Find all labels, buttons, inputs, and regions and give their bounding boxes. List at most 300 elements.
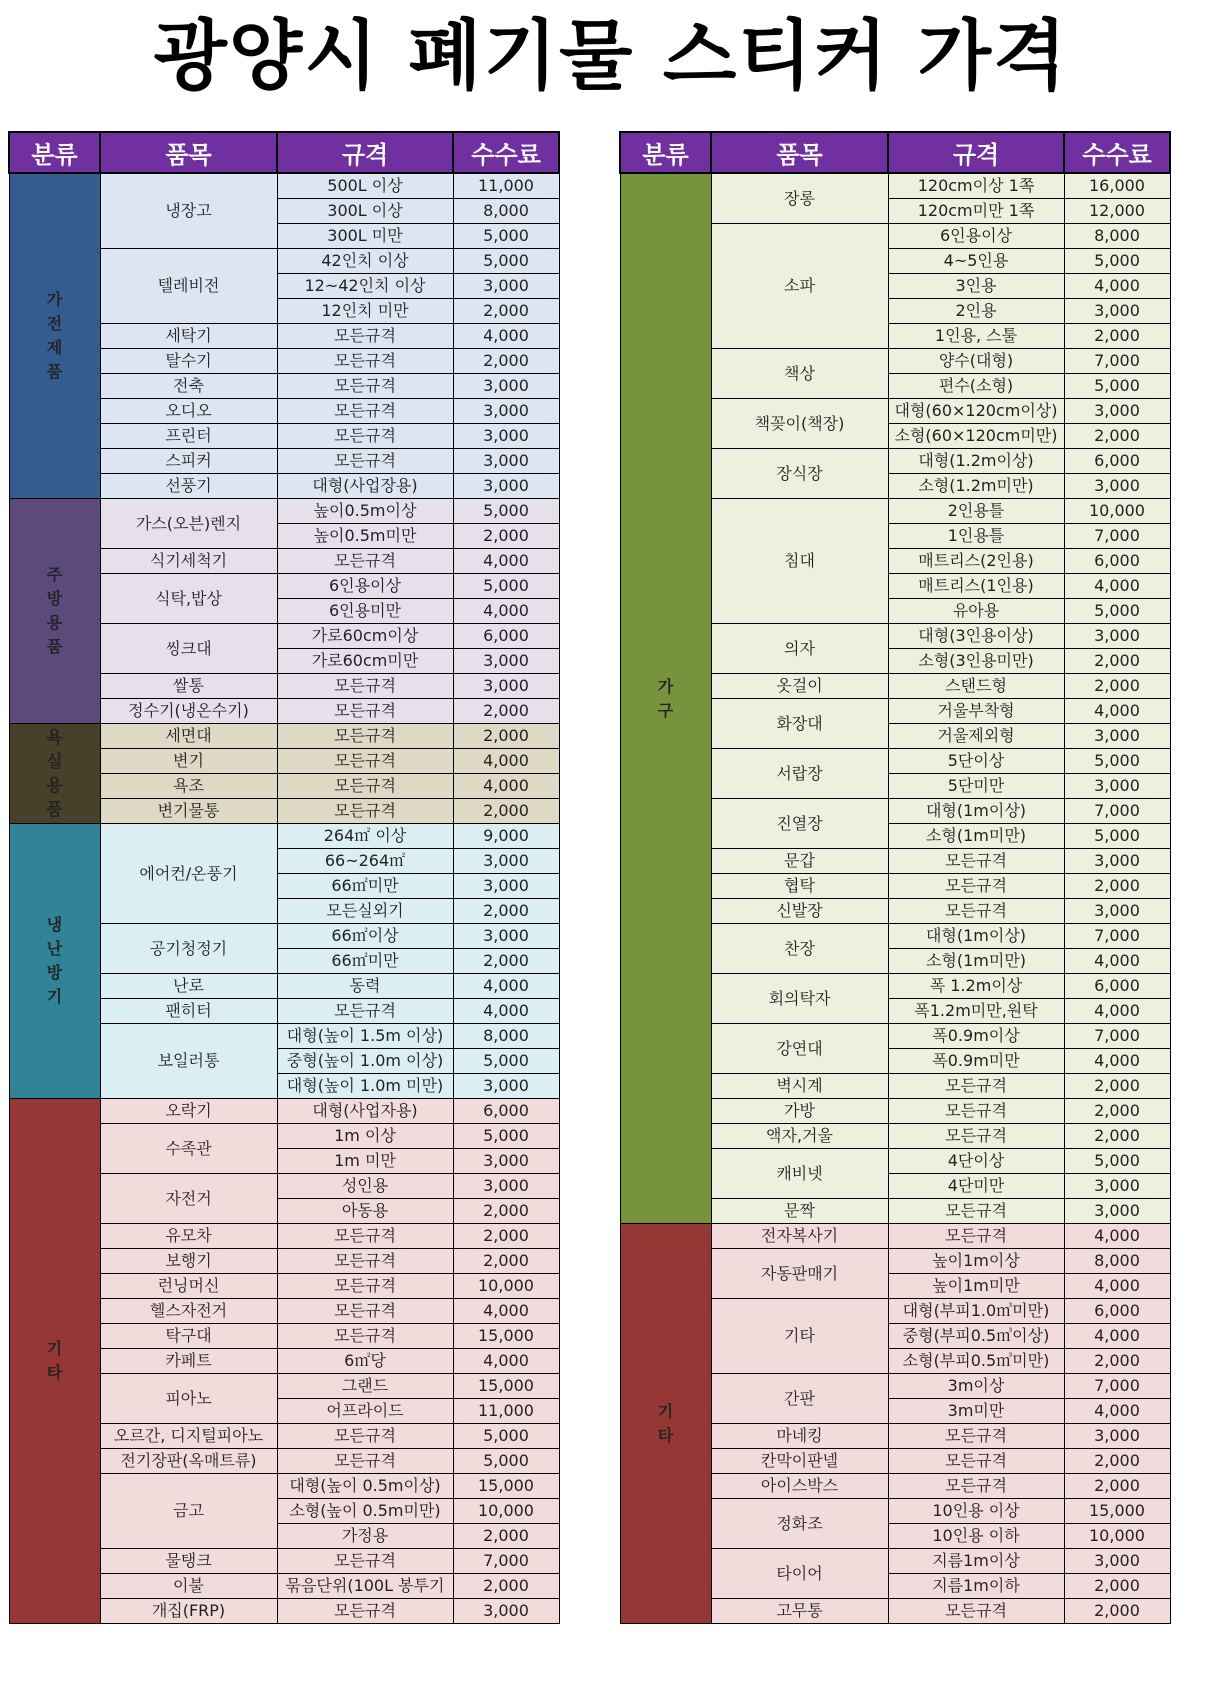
fee-cell: 3,000	[1064, 299, 1170, 324]
fee-cell: 3,000	[453, 1599, 559, 1624]
item-name: 강연대	[711, 1024, 888, 1074]
spec-cell: 모든규격	[277, 374, 453, 399]
spec-cell: 모든규격	[888, 1449, 1064, 1474]
fee-cell: 7,000	[1064, 349, 1170, 374]
spec-cell: 지름1m이상	[888, 1549, 1064, 1574]
spec-cell: 6인용이상	[277, 574, 453, 599]
item-name: 보행기	[100, 1249, 277, 1274]
spec-cell: 그랜드	[277, 1374, 453, 1399]
category-cell	[9, 1099, 100, 1624]
fee-cell: 2,000	[1064, 674, 1170, 699]
category-cell	[620, 173, 711, 1224]
fee-cell: 4,000	[1064, 1049, 1170, 1074]
header-row	[620, 132, 1170, 173]
item-name: 공기청정기	[100, 924, 277, 974]
item-name: 회의탁자	[711, 974, 888, 1024]
category-label: 기타	[46, 1339, 63, 1382]
fee-cell: 4,000	[1064, 949, 1170, 974]
fee-cell: 2,000	[453, 1199, 559, 1224]
spec-cell: 폭1.2m미만,원탁	[888, 999, 1064, 1024]
fee-cell: 3,000	[453, 1149, 559, 1174]
fee-cell: 5,000	[1064, 749, 1170, 774]
fee-cell: 3,000	[453, 374, 559, 399]
spec-cell: 거울제외형	[888, 724, 1064, 749]
fee-cell: 3,000	[453, 474, 559, 499]
fee-cell: 2,000	[453, 299, 559, 324]
fee-cell: 5,000	[453, 249, 559, 274]
fee-cell: 5,000	[1064, 1149, 1170, 1174]
item-name: 팬히터	[100, 999, 277, 1024]
spec-cell: 모든규격	[277, 699, 453, 724]
fee-cell: 5,000	[453, 574, 559, 599]
spec-cell: 모든규격	[277, 774, 453, 799]
spec-cell: 3m이상	[888, 1374, 1064, 1399]
item-name: 가방	[711, 1099, 888, 1124]
spec-cell: 모든규격	[277, 1549, 453, 1574]
fee-cell: 2,000	[1064, 1099, 1170, 1124]
spec-cell: 소형(3인용미만)	[888, 649, 1064, 674]
spec-cell: 유아용	[888, 599, 1064, 624]
fee-cell: 5,000	[1064, 374, 1170, 399]
spec-cell: 모든규격	[888, 1199, 1064, 1224]
spec-cell: 높이1m미만	[888, 1274, 1064, 1299]
spec-cell: 높이0.5m이상	[277, 499, 453, 524]
item-name: 카페트	[100, 1349, 277, 1374]
spec-cell: 모든규격	[277, 999, 453, 1024]
spec-cell: 모든규격	[277, 399, 453, 424]
fee-cell: 10,000	[453, 1499, 559, 1524]
spec-cell: 높이0.5m미만	[277, 524, 453, 549]
item-name: 문짝	[711, 1199, 888, 1224]
spec-cell: 모든규격	[277, 1449, 453, 1474]
spec-cell: 모든규격	[277, 324, 453, 349]
spec-cell: 모든규격	[888, 1599, 1064, 1624]
spec-cell: 4~5인용	[888, 249, 1064, 274]
item-name: 스피커	[100, 449, 277, 474]
fee-cell: 6,000	[1064, 974, 1170, 999]
fee-cell: 12,000	[1064, 199, 1170, 224]
header-row	[9, 132, 559, 173]
spec-cell: 소형(60×120cm미만)	[888, 424, 1064, 449]
fee-cell: 4,000	[1064, 1399, 1170, 1424]
spec-cell: 모든규격	[277, 674, 453, 699]
item-name: 옷걸이	[711, 674, 888, 699]
header-spec: 규격	[277, 132, 453, 173]
spec-cell: 대형(1m이상)	[888, 924, 1064, 949]
fee-cell: 3,000	[1064, 1174, 1170, 1199]
spec-cell: 모든실외기	[277, 899, 453, 924]
spec-cell: 6인용미만	[277, 599, 453, 624]
fee-cell: 4,000	[1064, 574, 1170, 599]
spec-cell: 4단이상	[888, 1149, 1064, 1174]
fee-cell: 5,000	[1064, 599, 1170, 624]
fee-cell: 5,000	[453, 1449, 559, 1474]
spec-cell: 5단이상	[888, 749, 1064, 774]
fee-cell: 5,000	[1064, 824, 1170, 849]
fee-cell: 15,000	[453, 1374, 559, 1399]
item-name: 욕조	[100, 774, 277, 799]
fee-cell: 11,000	[453, 1399, 559, 1424]
fee-cell: 7,000	[1064, 924, 1170, 949]
category-label: 가구	[657, 676, 674, 720]
item-name: 자전거	[100, 1174, 277, 1224]
fee-cell: 4,000	[1064, 1274, 1170, 1299]
spec-cell: 모든규격	[277, 799, 453, 824]
spec-cell: 모든규격	[277, 1424, 453, 1449]
fee-cell: 3,000	[453, 399, 559, 424]
fee-cell: 5,000	[453, 1424, 559, 1449]
item-name: 에어컨/온풍기	[100, 824, 277, 924]
item-name: 기타	[711, 1299, 888, 1374]
spec-cell: 6인용이상	[888, 224, 1064, 249]
header-item: 품목	[100, 132, 277, 173]
fee-cell: 6,000	[453, 624, 559, 649]
spec-cell: 모든규격	[277, 1324, 453, 1349]
item-name: 정수기(냉온수기)	[100, 699, 277, 724]
item-name: 협탁	[711, 874, 888, 899]
spec-cell: 편수(소형)	[888, 374, 1064, 399]
fee-table-left	[8, 131, 560, 1624]
spec-cell: 66㎡미만	[277, 949, 453, 974]
fee-cell: 4,000	[1064, 699, 1170, 724]
item-name: 수족관	[100, 1124, 277, 1174]
spec-cell: 모든규격	[277, 1224, 453, 1249]
fee-cell: 2,000	[453, 949, 559, 974]
fee-cell: 2,000	[453, 699, 559, 724]
spec-cell: 대형(높이 1.5m 이상)	[277, 1024, 453, 1049]
spec-cell: 6㎡당	[277, 1349, 453, 1374]
spec-cell: 대형(사업장용)	[277, 474, 453, 499]
item-name: 세면대	[100, 724, 277, 749]
item-name: 오르간, 디지털피아노	[100, 1424, 277, 1449]
item-name: 간판	[711, 1374, 888, 1424]
item-name: 프린터	[100, 424, 277, 449]
item-name: 이불	[100, 1574, 277, 1599]
fee-cell: 3,000	[453, 924, 559, 949]
spec-cell: 소형(높이 0.5m미만)	[277, 1499, 453, 1524]
fee-cell: 7,000	[1064, 799, 1170, 824]
category-label: 기타	[657, 1401, 674, 1445]
item-name: 탈수기	[100, 349, 277, 374]
item-name: 난로	[100, 974, 277, 999]
fee-cell: 4,000	[453, 1299, 559, 1324]
fee-cell: 3,000	[1064, 899, 1170, 924]
item-name: 신발장	[711, 899, 888, 924]
spec-cell: 어프라이드	[277, 1399, 453, 1424]
spec-cell: 가정용	[277, 1524, 453, 1549]
spec-cell: 대형(높이 1.0m 미만)	[277, 1074, 453, 1099]
spec-cell: 대형(60×120cm이상)	[888, 399, 1064, 424]
item-name: 냉장고	[100, 173, 277, 249]
fee-cell: 11,000	[453, 173, 559, 199]
fee-cell: 4,000	[453, 999, 559, 1024]
item-name: 자동판매기	[711, 1249, 888, 1299]
fee-cell: 3,000	[1064, 399, 1170, 424]
fee-cell: 2,000	[453, 799, 559, 824]
spec-cell: 대형(1.2m이상)	[888, 449, 1064, 474]
fee-cell: 15,000	[453, 1324, 559, 1349]
fee-cell: 4,000	[453, 599, 559, 624]
fee-cell: 8,000	[1064, 1249, 1170, 1274]
spec-cell: 모든규격	[888, 849, 1064, 874]
fee-cell: 8,000	[453, 199, 559, 224]
fee-cell: 16,000	[1064, 173, 1170, 199]
spec-cell: 모든규격	[277, 449, 453, 474]
spec-cell: 대형(사업자용)	[277, 1099, 453, 1124]
item-name: 씽크대	[100, 624, 277, 674]
header-fee: 수수료	[1064, 132, 1170, 173]
fee-cell: 3,000	[453, 449, 559, 474]
item-name: 전기장판(옥매트류)	[100, 1449, 277, 1474]
spec-cell: 66~264㎡	[277, 849, 453, 874]
fee-cell: 3,000	[453, 274, 559, 299]
category-label: 가전제품	[46, 290, 63, 381]
spec-cell: 폭0.9m미만	[888, 1049, 1064, 1074]
fee-cell: 6,000	[1064, 1299, 1170, 1324]
fee-cell: 2,000	[1064, 1574, 1170, 1599]
spec-cell: 매트리스(1인용)	[888, 574, 1064, 599]
spec-cell: 모든규격	[888, 899, 1064, 924]
header-fee: 수수료	[453, 132, 559, 173]
item-name: 책꽂이(책장)	[711, 399, 888, 449]
spec-cell: 5단미만	[888, 774, 1064, 799]
item-name: 물탱크	[100, 1549, 277, 1574]
spec-cell: 1m 미만	[277, 1149, 453, 1174]
fee-cell: 6,000	[453, 1099, 559, 1124]
spec-cell: 가로60cm이상	[277, 624, 453, 649]
fee-cell: 15,000	[453, 1474, 559, 1499]
spec-cell: 모든규격	[888, 874, 1064, 899]
fee-cell: 2,000	[1064, 1074, 1170, 1099]
fee-cell: 2,000	[1064, 649, 1170, 674]
item-name: 타이어	[711, 1549, 888, 1599]
fee-cell: 3,000	[453, 1174, 559, 1199]
item-name: 오락기	[100, 1099, 277, 1124]
header-category: 분류	[620, 132, 711, 173]
table-row	[9, 1099, 559, 1124]
category-cell	[9, 499, 100, 724]
fee-cell: 3,000	[1064, 1549, 1170, 1574]
item-name: 텔레비전	[100, 249, 277, 324]
item-name: 개집(FRP)	[100, 1599, 277, 1624]
item-name: 서랍장	[711, 749, 888, 799]
spec-cell: 폭 1.2m이상	[888, 974, 1064, 999]
spec-cell: 모든규격	[888, 1074, 1064, 1099]
fee-cell: 8,000	[453, 1024, 559, 1049]
spec-cell: 대형(1m이상)	[888, 799, 1064, 824]
item-name: 벽시계	[711, 1074, 888, 1099]
spec-cell: 3인용	[888, 274, 1064, 299]
spec-cell: 300L 미만	[277, 224, 453, 249]
spec-cell: 거울부착형	[888, 699, 1064, 724]
spec-cell: 스탠드형	[888, 674, 1064, 699]
fee-cell: 4,000	[453, 774, 559, 799]
spec-cell: 중형(부피0.5㎥이상)	[888, 1324, 1064, 1349]
fee-cell: 3,000	[1064, 1199, 1170, 1224]
spec-cell: 높이1m이상	[888, 1249, 1064, 1274]
item-name: 헬스자전거	[100, 1299, 277, 1324]
spec-cell: 1인용, 스툴	[888, 324, 1064, 349]
spec-cell: 대형(3인용이상)	[888, 624, 1064, 649]
item-name: 식기세척기	[100, 549, 277, 574]
fee-cell: 2,000	[1064, 424, 1170, 449]
spec-cell: 264㎡ 이상	[277, 824, 453, 849]
spec-cell: 모든규격	[888, 1474, 1064, 1499]
fee-cell: 2,000	[453, 1224, 559, 1249]
spec-cell: 소형(부피0.5㎥미만)	[888, 1349, 1064, 1374]
item-name: 아이스박스	[711, 1474, 888, 1499]
fee-cell: 2,000	[453, 899, 559, 924]
table-row	[9, 499, 559, 524]
fee-cell: 5,000	[453, 224, 559, 249]
item-name: 선풍기	[100, 474, 277, 499]
item-name: 문갑	[711, 849, 888, 874]
fee-cell: 4,000	[453, 1349, 559, 1374]
category-cell	[9, 724, 100, 824]
fee-cell: 3,000	[1064, 1424, 1170, 1449]
fee-cell: 2,000	[1064, 1449, 1170, 1474]
spec-cell: 1m 이상	[277, 1124, 453, 1149]
fee-cell: 10,000	[1064, 1524, 1170, 1549]
category-label: 욕실용품	[46, 727, 63, 820]
spec-cell: 지름1m이하	[888, 1574, 1064, 1599]
spec-cell: 중형(높이 1.0m 이상)	[277, 1049, 453, 1074]
spec-cell: 모든규격	[888, 1099, 1064, 1124]
item-name: 침대	[711, 499, 888, 624]
fee-cell: 2,000	[453, 724, 559, 749]
item-name: 찬장	[711, 924, 888, 974]
item-name: 화장대	[711, 699, 888, 749]
spec-cell: 12인치 미만	[277, 299, 453, 324]
category-cell	[9, 824, 100, 1099]
fee-cell: 2,000	[453, 1574, 559, 1599]
fee-cell: 4,000	[1064, 274, 1170, 299]
spec-cell: 성인용	[277, 1174, 453, 1199]
fee-cell: 3,000	[1064, 849, 1170, 874]
item-name: 런닝머신	[100, 1274, 277, 1299]
item-name: 의자	[711, 624, 888, 674]
fee-cell: 3,000	[453, 674, 559, 699]
spec-cell: 2인용틀	[888, 499, 1064, 524]
fee-cell: 4,000	[453, 324, 559, 349]
fee-cell: 2,000	[1064, 874, 1170, 899]
spec-cell: 모든규격	[277, 1249, 453, 1274]
fee-cell: 2,000	[1064, 324, 1170, 349]
fee-cell: 4,000	[1064, 999, 1170, 1024]
fee-cell: 4,000	[453, 749, 559, 774]
fee-cell: 10,000	[1064, 499, 1170, 524]
item-name: 식탁,밥상	[100, 574, 277, 624]
item-name: 장롱	[711, 173, 888, 224]
fee-cell: 4,000	[453, 974, 559, 999]
fee-cell: 3,000	[1064, 724, 1170, 749]
category-cell	[9, 173, 100, 499]
header-category: 분류	[9, 132, 100, 173]
fee-cell: 3,000	[453, 874, 559, 899]
spec-cell: 동력	[277, 974, 453, 999]
fee-cell: 3,000	[453, 849, 559, 874]
item-name: 액자,거울	[711, 1124, 888, 1149]
item-name: 캐비넷	[711, 1149, 888, 1199]
item-name: 책상	[711, 349, 888, 399]
fee-cell: 5,000	[453, 1049, 559, 1074]
item-name: 쌀통	[100, 674, 277, 699]
item-name: 전축	[100, 374, 277, 399]
spec-cell: 1인용틀	[888, 524, 1064, 549]
fee-cell: 2,000	[453, 1524, 559, 1549]
item-name: 보일러통	[100, 1024, 277, 1099]
header-item: 품목	[711, 132, 888, 173]
spec-cell: 300L 이상	[277, 199, 453, 224]
spec-cell: 모든규격	[277, 1599, 453, 1624]
item-name: 변기물통	[100, 799, 277, 824]
fee-cell: 9,000	[453, 824, 559, 849]
fee-cell: 4,000	[1064, 1224, 1170, 1249]
fee-cell: 3,000	[453, 649, 559, 674]
item-name: 고무통	[711, 1599, 888, 1624]
fee-cell: 2,000	[1064, 1599, 1170, 1624]
fee-cell: 4,000	[453, 549, 559, 574]
spec-cell: 모든규격	[277, 1299, 453, 1324]
fee-cell: 2,000	[1064, 1474, 1170, 1499]
spec-cell: 10인용 이하	[888, 1524, 1064, 1549]
spec-cell: 모든규격	[888, 1424, 1064, 1449]
spec-cell: 42인치 이상	[277, 249, 453, 274]
table-row	[9, 724, 559, 749]
fee-cell: 7,000	[1064, 1024, 1170, 1049]
spec-cell: 500L 이상	[277, 173, 453, 199]
spec-cell: 폭0.9m이상	[888, 1024, 1064, 1049]
fee-cell: 2,000	[1064, 1349, 1170, 1374]
spec-cell: 가로60cm미만	[277, 649, 453, 674]
fee-cell: 2,000	[453, 524, 559, 549]
fee-cell: 7,000	[1064, 524, 1170, 549]
spec-cell: 양수(대형)	[888, 349, 1064, 374]
item-name: 변기	[100, 749, 277, 774]
item-name: 유모차	[100, 1224, 277, 1249]
fee-cell: 4,000	[1064, 1324, 1170, 1349]
fee-cell: 2,000	[453, 1249, 559, 1274]
fee-table-right	[619, 131, 1171, 1624]
item-name: 칸막이판넬	[711, 1449, 888, 1474]
spec-cell: 120cm미만 1쪽	[888, 199, 1064, 224]
item-name: 세탁기	[100, 324, 277, 349]
spec-cell: 2인용	[888, 299, 1064, 324]
header-spec: 규격	[888, 132, 1064, 173]
fee-cell: 7,000	[1064, 1374, 1170, 1399]
fee-cell: 3,000	[453, 1074, 559, 1099]
fee-cell: 15,000	[1064, 1499, 1170, 1524]
item-name: 전자복사기	[711, 1224, 888, 1249]
spec-cell: 10인용 이상	[888, 1499, 1064, 1524]
spec-cell: 모든규격	[277, 1274, 453, 1299]
category-label: 주방용품	[46, 565, 63, 656]
spec-cell: 대형(부피1.0㎥미만)	[888, 1299, 1064, 1324]
fee-cell: 3,000	[1064, 624, 1170, 649]
category-label: 냉난방기	[46, 915, 63, 1006]
spec-cell: 아동용	[277, 1199, 453, 1224]
table-row	[9, 173, 559, 199]
spec-cell: 12~42인치 이상	[277, 274, 453, 299]
fee-cell: 2,000	[1064, 1124, 1170, 1149]
spec-cell: 모든규격	[277, 424, 453, 449]
fee-cell: 5,000	[453, 499, 559, 524]
spec-cell: 3m미만	[888, 1399, 1064, 1424]
item-name: 탁구대	[100, 1324, 277, 1349]
spec-cell: 66㎡이상	[277, 924, 453, 949]
item-name: 피아노	[100, 1374, 277, 1424]
spec-cell: 모든규격	[277, 749, 453, 774]
